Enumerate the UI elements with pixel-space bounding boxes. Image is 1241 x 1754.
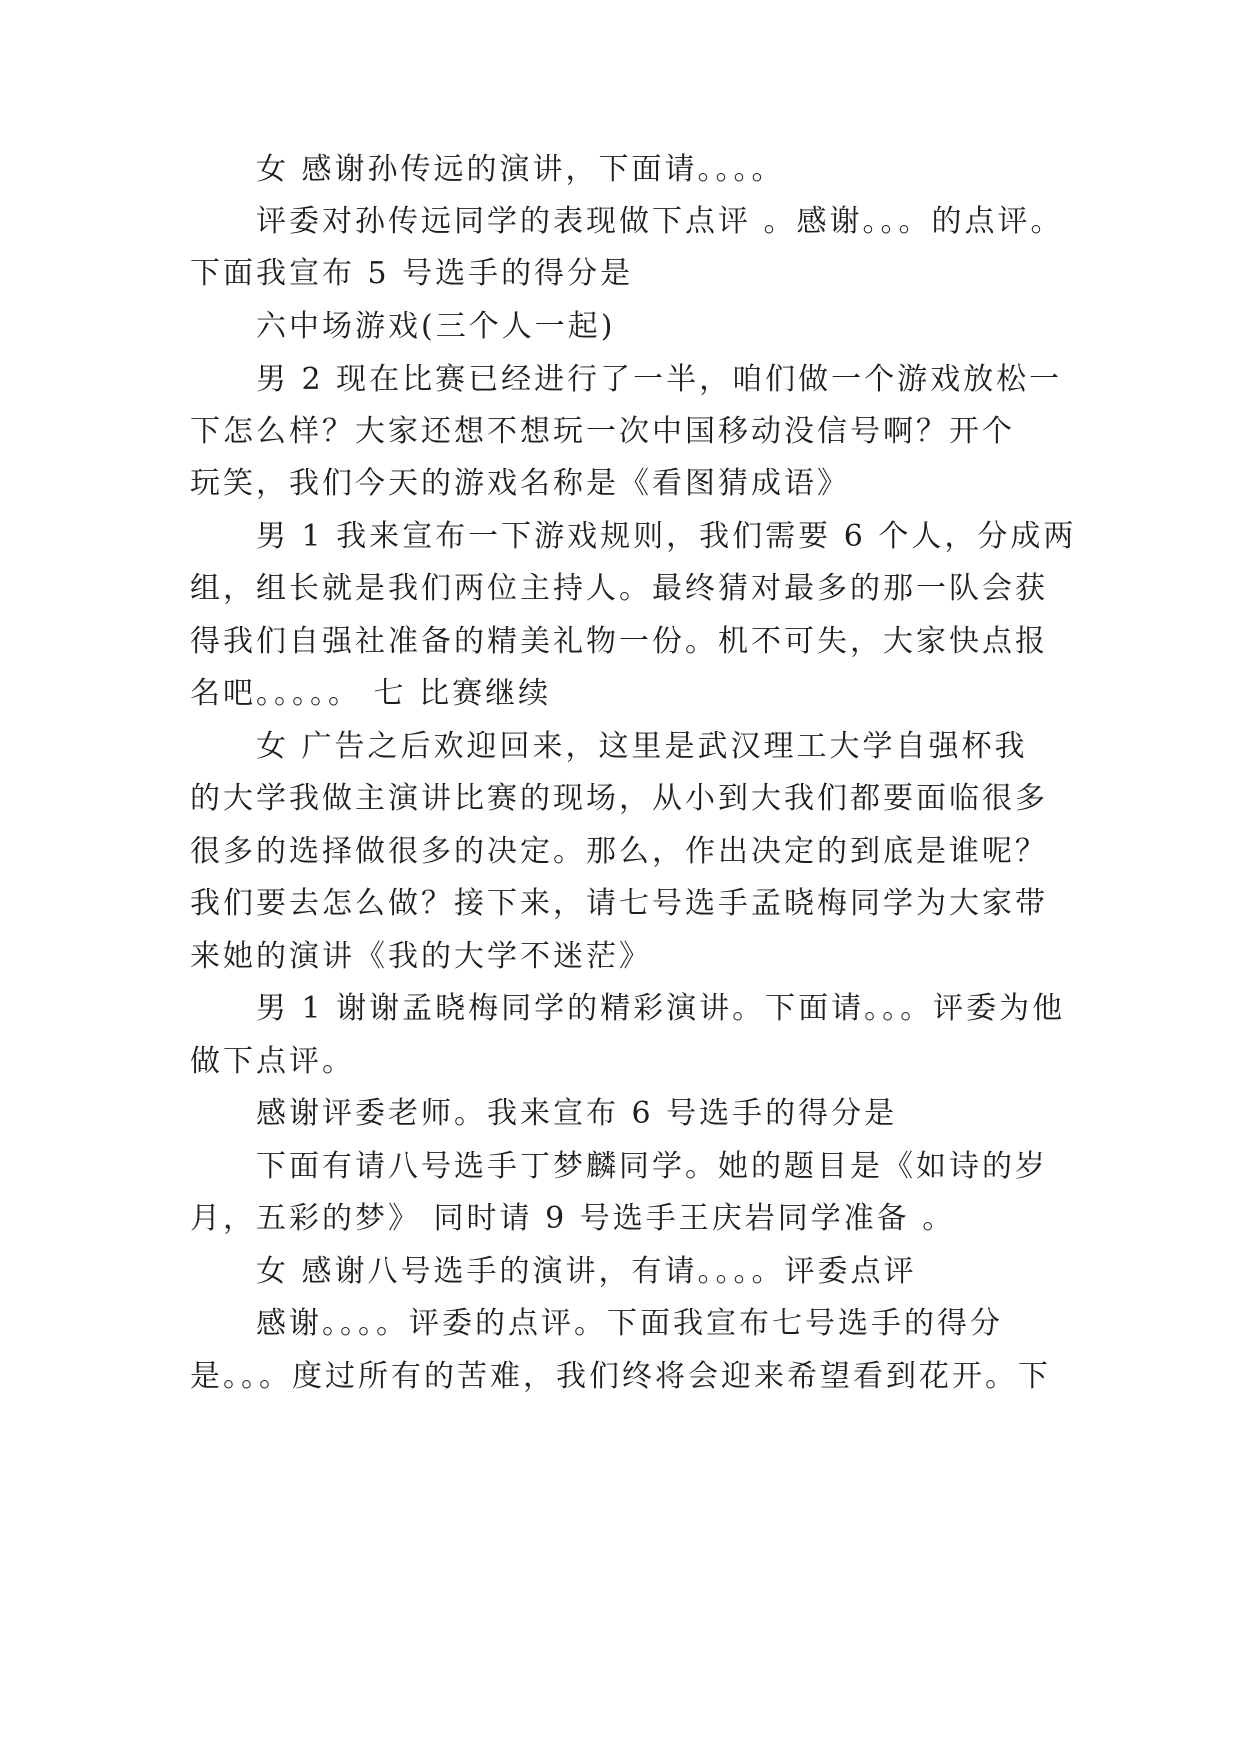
text-line: 做下点评。: [190, 1044, 355, 1079]
text-line: 女 广告之后欢迎回来，这里是武汉理工大学自强杯我: [256, 729, 1028, 764]
text-line: 下面有请八号选手丁梦麟同学。她的题目是《如诗的岁: [256, 1149, 1048, 1184]
text-line: 名吧。。。。。 七 比赛继续: [190, 676, 552, 711]
text-line: 女 感谢孙传远的演讲，下面请。。。。: [256, 152, 785, 187]
text-line: 下怎么样？大家还想不想玩一次中国移动没信号啊？开个: [190, 414, 1015, 449]
text-line: 六中场游戏(三个人一起): [256, 309, 616, 344]
text-line: 我们要去怎么做？接下来，请七号选手孟晓梅同学为大家带: [190, 886, 1048, 921]
text-line: 男 1 我来宣布一下游戏规则，我们需要 6 个人，分成两: [256, 519, 1077, 554]
text-line: 来她的演讲《我的大学不迷茫》: [190, 939, 652, 974]
text-line: 的大学我做主演讲比赛的现场，从小到大我们都要面临很多: [190, 781, 1048, 816]
text-line: 组，组长就是我们两位主持人。最终猜对最多的那一队会获: [190, 571, 1048, 606]
text-line: 是。。。度过所有的苦难，我们终将会迎来希望看到花开。下: [190, 1359, 1051, 1394]
text-line: 下面我宣布 5 号选手的得分是: [190, 256, 634, 291]
text-line: 玩笑，我们今天的游戏名称是《看图猜成语》: [190, 466, 850, 501]
text-line: 月，五彩的梦》 同时请 9 号选手王庆岩同学准备 。: [190, 1201, 956, 1236]
text-line: 得我们自强社准备的精美礼物一份。机不可失，大家快点报: [190, 624, 1048, 659]
text-line: 男 2 现在比赛已经进行了一半，咱们做一个游戏放松一: [256, 362, 1063, 397]
text-line: 感谢评委老师。我来宣布 6 号选手的得分是: [256, 1096, 898, 1131]
text-line: 评委对孙传远同学的表现做下点评 。感谢。。。的点评。: [256, 204, 1064, 239]
text-line: 感谢。。。。评委的点评。下面我宣布七号选手的得分: [256, 1306, 1003, 1341]
text-line: 男 1 谢谢孟晓梅同学的精彩演讲。下面请。。。评委为他: [256, 991, 1066, 1026]
text-line: 女 感谢八号选手的演讲，有请。。。。评委点评: [256, 1254, 917, 1289]
text-line: 很多的选择做很多的决定。那么，作出决定的到底是谁呢？: [190, 834, 1048, 869]
